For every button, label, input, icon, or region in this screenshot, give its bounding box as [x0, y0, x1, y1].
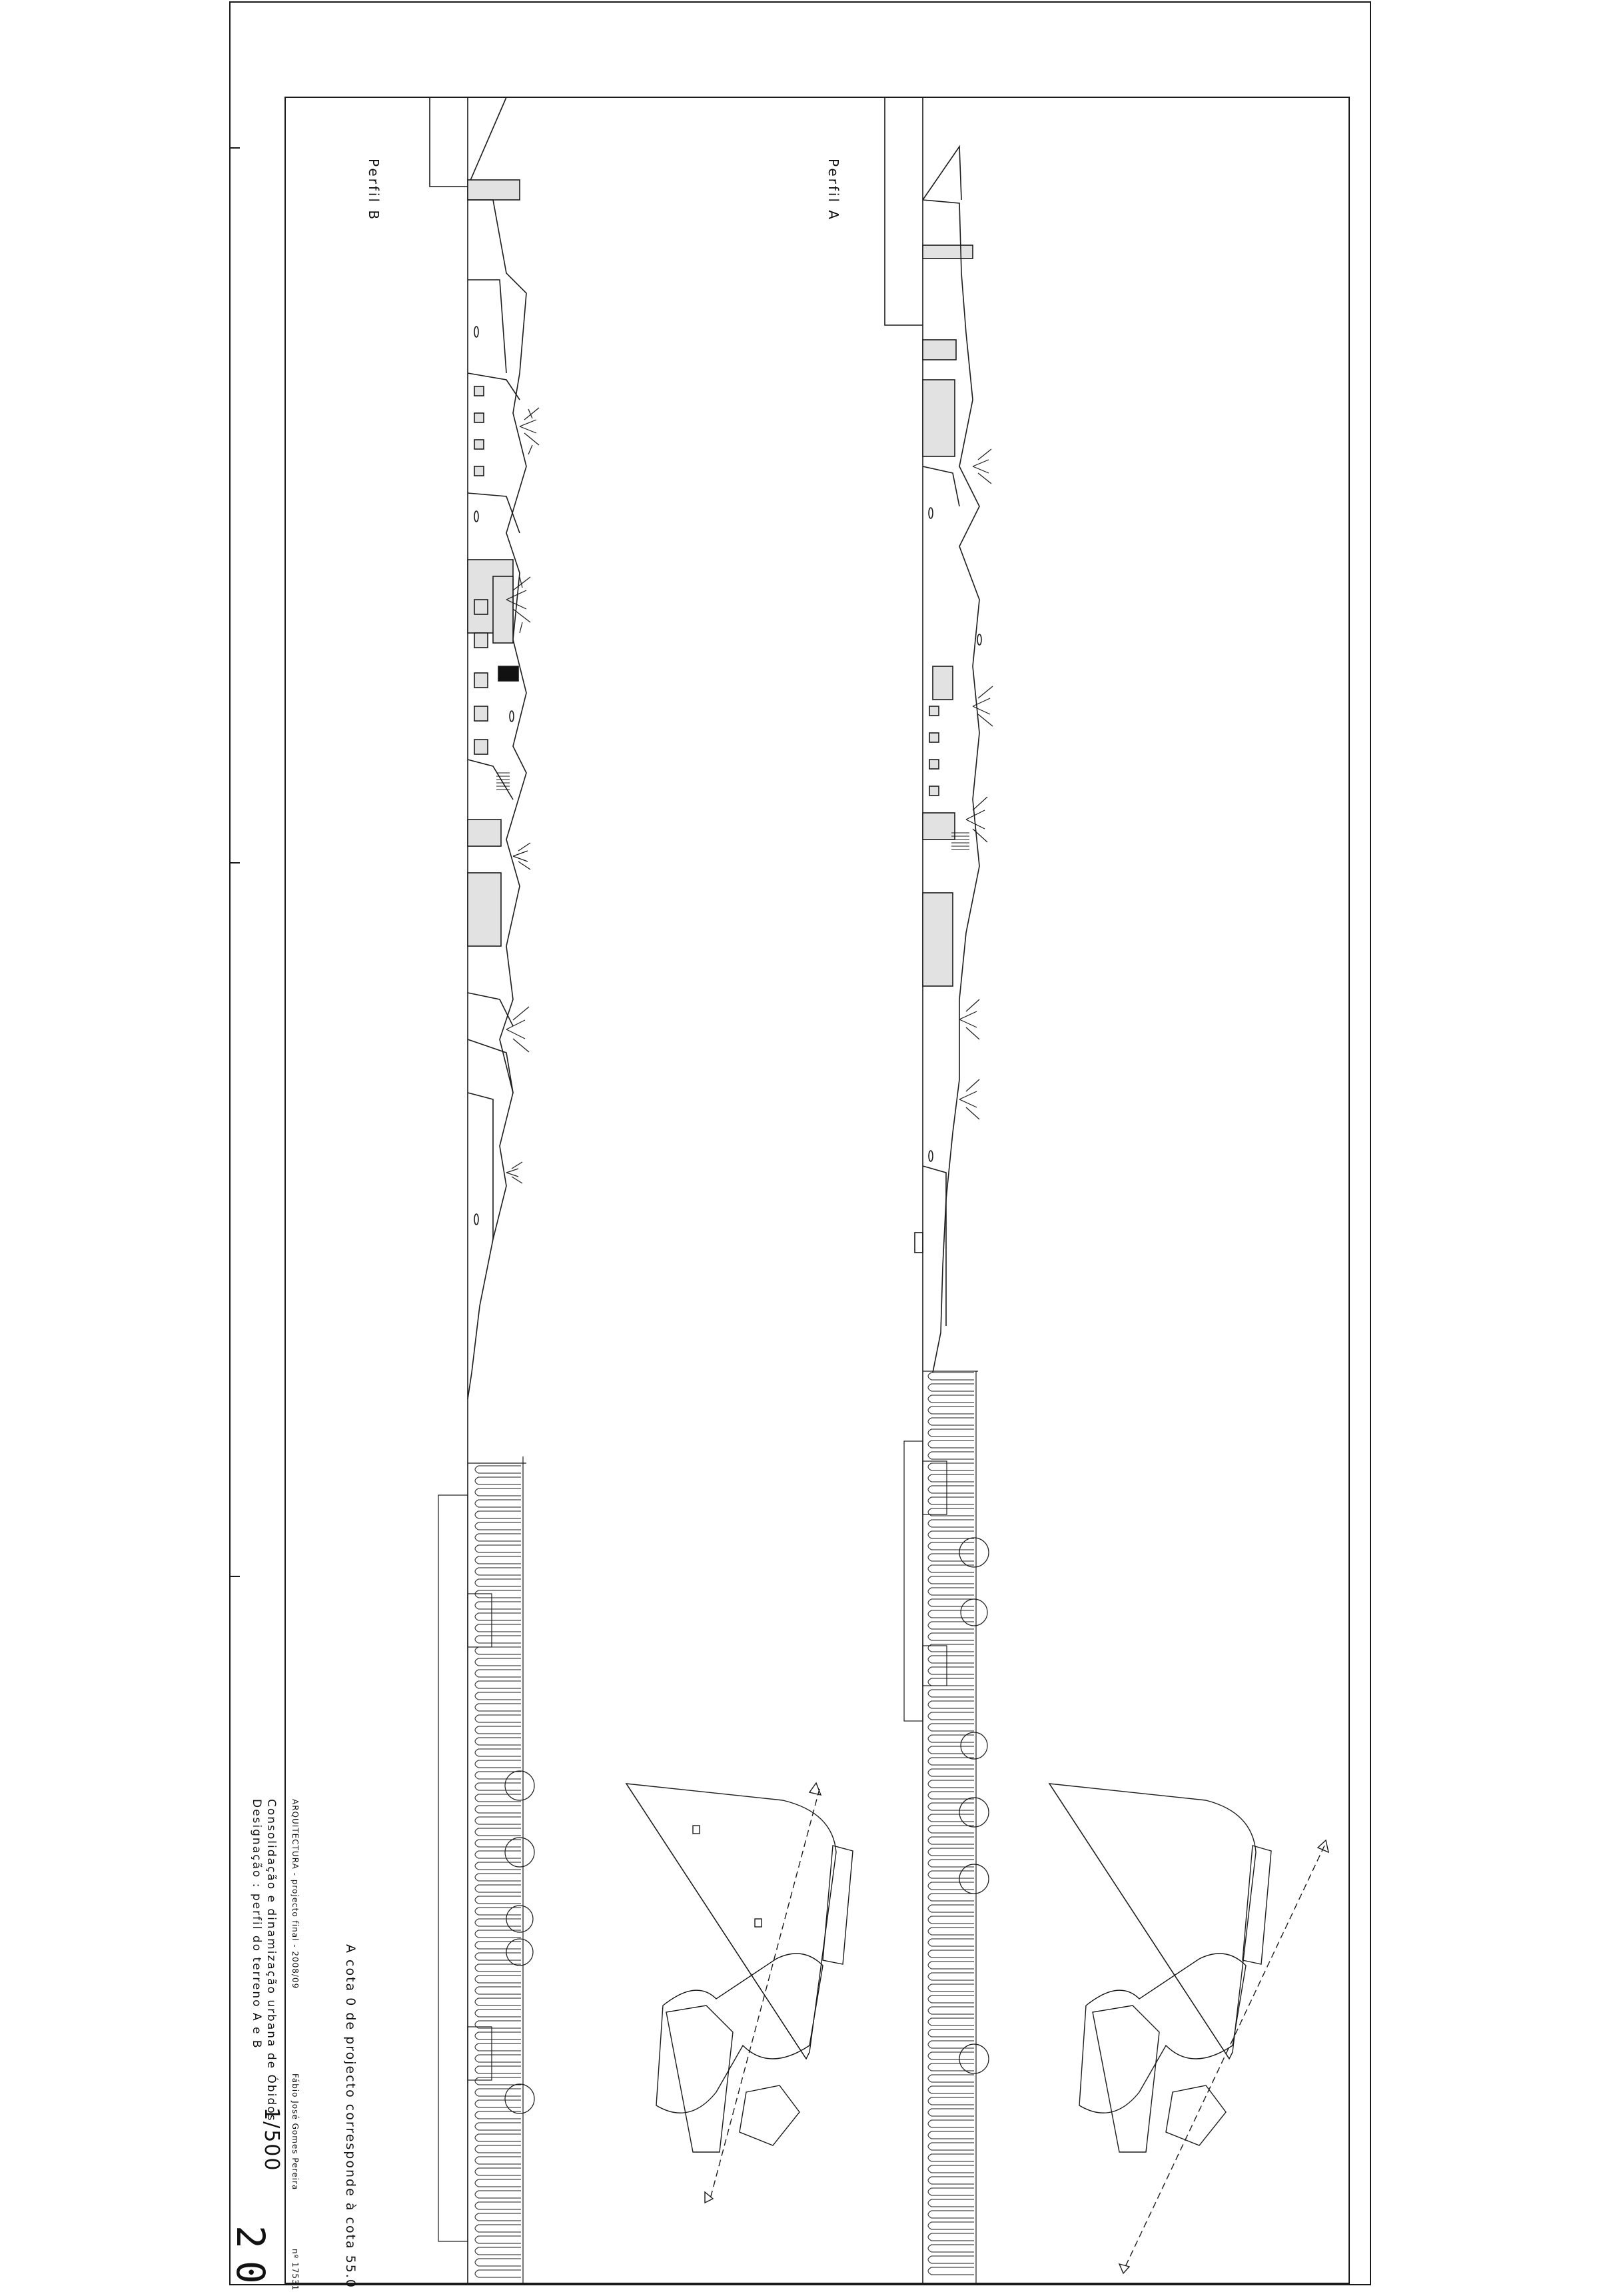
arcade-arch — [928, 2233, 974, 2241]
arcade-arch — [928, 2199, 974, 2207]
arcade-arch — [928, 1950, 974, 1958]
arcade-arch — [475, 1488, 521, 1496]
arcade-arch — [475, 2259, 521, 2266]
arcade-arch — [475, 1658, 521, 1666]
arcade-arch — [928, 1826, 974, 1833]
arcade-arch — [475, 1681, 521, 1688]
arcade-arch — [475, 2247, 521, 2255]
arcade-arch — [928, 2256, 974, 2263]
arcade-arch — [928, 1724, 974, 1731]
arcade-arch — [475, 1885, 521, 1892]
arcade-arch — [475, 1704, 521, 1711]
arcade-arch — [928, 1474, 974, 1482]
arcade-arch — [475, 2100, 521, 2107]
arcade-arch — [928, 1395, 974, 1403]
arcade-arch — [928, 2007, 974, 2014]
arcade-arch — [928, 1962, 974, 1969]
arcade-arch — [475, 1477, 521, 1484]
arcade-arch — [928, 1373, 974, 1380]
author-name: Fábio José Gomes Pereira — [290, 2073, 300, 2191]
arcade-arch — [928, 1463, 974, 1470]
arcade-arch — [475, 1896, 521, 1904]
arcade-arch — [928, 1418, 974, 1425]
student-number: nº 17531 — [290, 2249, 300, 2291]
arcade-arch — [928, 1497, 974, 1504]
arcade-arch — [928, 1871, 974, 1878]
arcade-arch — [928, 1429, 974, 1436]
arcade-arch — [928, 1520, 974, 1527]
arcade-arch — [928, 1633, 974, 1640]
subject-line: ARQUITECTURA - projecto final - 2008/09 — [290, 1799, 300, 1990]
arcade-arch — [928, 1452, 974, 1459]
arcade-arch — [928, 1758, 974, 1765]
arcade-arch — [928, 2188, 974, 2195]
arcade-arch — [475, 1840, 521, 1847]
arcade-arch — [928, 2029, 974, 2037]
arcade-arch — [475, 1772, 521, 1779]
arcade-arch — [928, 1746, 974, 1754]
arcade-arch — [928, 1939, 974, 1946]
arcade-arch — [475, 1874, 521, 1881]
arcade-arch — [928, 1712, 974, 1720]
arcade-arch — [928, 1792, 974, 1799]
arcade-arch — [475, 2032, 521, 2039]
arcade-arch — [928, 2154, 974, 2161]
arcade-arch — [928, 1928, 974, 1935]
arcade-arch — [475, 2191, 521, 2198]
arcade-arch — [928, 1531, 974, 1538]
arcade-arch — [928, 1542, 974, 1550]
inner-frame — [285, 97, 1349, 2283]
arcade-arch — [475, 1794, 521, 1802]
arcade-arch — [928, 1780, 974, 1788]
arcade-arch — [475, 1964, 521, 1972]
arcade-arch — [475, 2225, 521, 2232]
arcade-arch — [475, 1783, 521, 1790]
profile-b-label: Perfil B — [366, 159, 382, 222]
arcade-arch — [475, 1806, 521, 1813]
arcade-arch — [475, 1556, 521, 1564]
arcade-arch — [475, 2066, 521, 2073]
arcade-arch — [928, 1701, 974, 1708]
arcade-arch — [475, 2077, 521, 2085]
arcade-arch — [475, 1976, 521, 1983]
arcade-arch — [475, 1534, 521, 1541]
profile-a-arcade — [904, 1371, 978, 2283]
arcade-arch — [475, 1522, 521, 1530]
arcade-arch — [475, 1692, 521, 1700]
arcade-arch — [475, 2213, 521, 2221]
outer-frame — [230, 2, 1370, 2285]
arcade-arch — [475, 1942, 521, 1949]
arcade-arch — [928, 2131, 974, 2139]
arcade-arch — [928, 2120, 974, 2127]
arcade-arch — [928, 1882, 974, 1890]
arcade-arch — [475, 2043, 521, 2051]
arcade-arch — [928, 1622, 974, 1629]
arcade-arch — [928, 1656, 974, 1663]
arcade-arch — [928, 2211, 974, 2218]
arcade-arch — [928, 2245, 974, 2252]
arcade-arch — [475, 1726, 521, 1734]
arcade-arch — [475, 1568, 521, 1575]
arcade-arch — [475, 2134, 521, 2141]
arcade-arch — [475, 2202, 521, 2209]
arcade-arch — [475, 1579, 521, 1586]
profile-a-section — [885, 97, 981, 2283]
arcade-arch — [928, 1916, 974, 1924]
arcade-arch — [928, 1384, 974, 1391]
arcade-arch — [475, 1670, 521, 1677]
arcade-arch — [475, 1613, 521, 1620]
arcade-arch — [475, 1466, 521, 1473]
arcade-arch — [928, 2041, 974, 2048]
arcade-arch — [475, 1760, 521, 1768]
arcade-arch — [475, 1500, 521, 1507]
arcade-arch — [928, 1984, 974, 1992]
arcade-arch — [475, 1987, 521, 1994]
arcade-arch — [475, 2179, 521, 2187]
arcade-arch — [928, 1554, 974, 1561]
arcade-arch — [475, 1749, 521, 1756]
arcade-arch — [928, 2109, 974, 2116]
arcade-arch — [928, 1667, 974, 1674]
arcade-arch — [475, 2145, 521, 2153]
arcade-arch — [928, 1735, 974, 1742]
arcade-arch — [475, 2055, 521, 2062]
arcade-arch — [928, 2075, 974, 2082]
arcade-arch — [475, 1828, 521, 1836]
profile-b-section — [430, 97, 526, 2283]
arcade-arch — [475, 2168, 521, 2175]
sheet-number: 20 — [228, 2225, 273, 2296]
arcade-arch — [928, 2222, 974, 2229]
arcade-arch — [928, 2267, 974, 2275]
arcade-arch — [928, 1769, 974, 1776]
arcade-arch — [928, 2086, 974, 2093]
arcade-arch — [475, 1602, 521, 1609]
arcade-arch — [475, 2009, 521, 2017]
arcade-arch — [475, 1817, 521, 1824]
arcade-arch — [475, 2157, 521, 2164]
arcade-arch — [475, 2089, 521, 2096]
arcade-arch — [928, 1440, 974, 1448]
profile-b-trees — [505, 408, 539, 2113]
arcade-arch — [928, 2177, 974, 2184]
arcade-arch — [928, 1973, 974, 1980]
arcade-arch — [928, 1599, 974, 1606]
profile-b-arcade-arches — [475, 1466, 521, 2277]
arcade-arch — [928, 2165, 974, 2173]
arcade-arch — [475, 2270, 521, 2277]
arcade-arch — [928, 1576, 974, 1584]
arcade-arch — [475, 1624, 521, 1632]
arcade-arch — [475, 2123, 521, 2130]
arcade-arch — [475, 1647, 521, 1654]
arcade-arch — [928, 1814, 974, 1822]
arcade-arch — [475, 1919, 521, 1926]
profile-a-label: Perfil A — [825, 159, 841, 222]
drawing-scale: 1/500 — [260, 2107, 283, 2172]
arcade-arch — [928, 1996, 974, 2003]
arcade-arch — [475, 1738, 521, 1745]
arcade-arch — [928, 1803, 974, 1810]
arcade-arch — [475, 1908, 521, 1915]
arcade-arch — [928, 2052, 974, 2059]
arcade-arch — [928, 1837, 974, 1844]
arcade-arch — [928, 1848, 974, 1856]
arcade-arch — [928, 1678, 974, 1686]
arcade-arch — [475, 1511, 521, 1518]
arcade-arch — [475, 1953, 521, 1960]
arcade-arch — [475, 2236, 521, 2243]
arcade-arch — [928, 1690, 974, 1697]
arcade-arch — [928, 2143, 974, 2150]
designation-line: Designação : perfil do terreno A e B — [250, 1799, 263, 2049]
profile-a-arcade-arches — [928, 1373, 974, 2275]
project-title: Consolidação e dinamização urbana de Óbidos — [265, 1799, 278, 2122]
arcade-arch — [475, 1636, 521, 1643]
arcade-arch — [928, 1565, 974, 1572]
arcade-arch — [475, 1545, 521, 1552]
arcade-arch — [475, 1998, 521, 2006]
arcade-arch — [928, 1905, 974, 1912]
key-plan-b — [626, 1783, 853, 2203]
arcade-arch — [928, 1407, 974, 1414]
datum-note: A cota 0 de projecto corresponde à cota 55.0 — [343, 1944, 358, 2289]
arcade-arch — [928, 1610, 974, 1618]
arcade-arch — [928, 1894, 974, 1901]
arcade-arch — [928, 2063, 974, 2071]
arcade-arch — [475, 1715, 521, 1722]
arcade-arch — [928, 2018, 974, 2025]
key-plan-a — [1049, 1784, 1329, 2273]
arcade-arch — [928, 1588, 974, 1595]
arcade-arch — [475, 1851, 521, 1858]
arcade-arch — [928, 2097, 974, 2105]
arcade-arch — [928, 1486, 974, 1493]
